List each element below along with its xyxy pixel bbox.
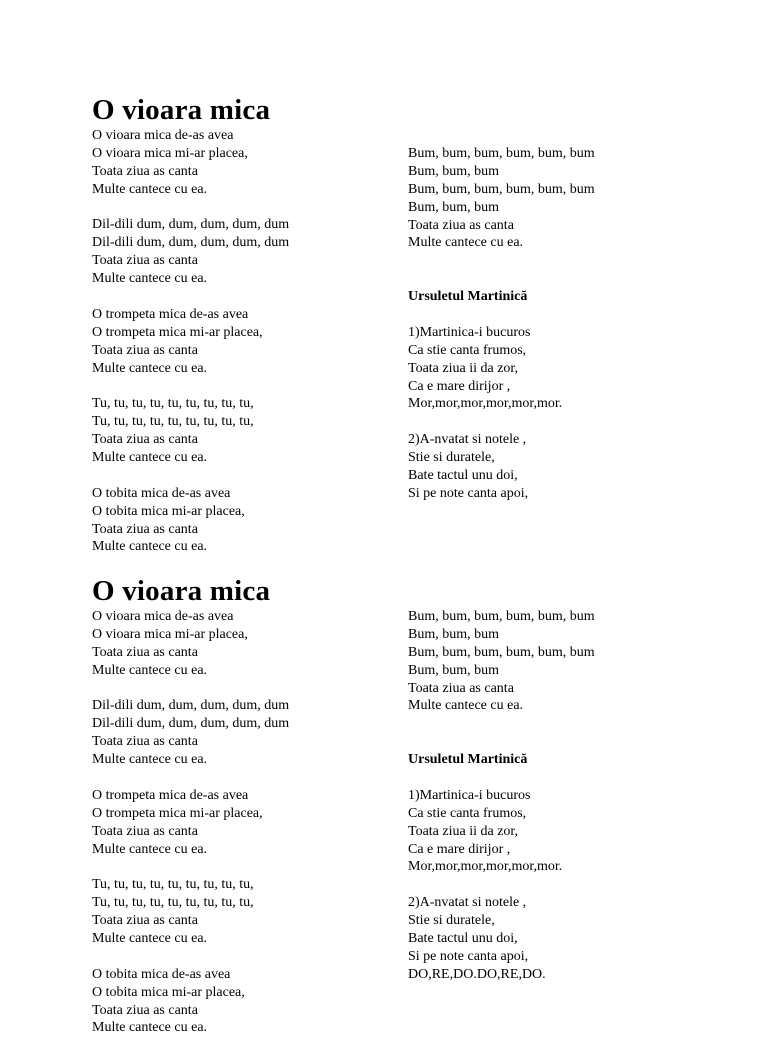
blank-line xyxy=(92,680,289,698)
lyric-line: Multe cantece cu ea. xyxy=(92,1020,208,1036)
blank-line xyxy=(92,948,289,966)
blank-line xyxy=(92,377,289,395)
lyric-line: Ca e mare dirijor , xyxy=(408,841,511,857)
lyrics-left-column xyxy=(92,608,289,1037)
lyric-line: Ca stie canta frumos, xyxy=(408,342,527,358)
lyric-line: Mor,mor,mor,mor,mor,mor. xyxy=(408,859,563,875)
lyric-line: O tobita mica mi-ar placea, xyxy=(92,503,245,519)
lyric-line: Toata ziua as canta xyxy=(92,1002,198,1018)
lyric-line: O tobita mica de-as avea xyxy=(92,966,231,982)
lyric-line: Multe cantece cu ea. xyxy=(92,931,208,947)
lyric-line: Stie si duratele, xyxy=(408,913,495,929)
lyric-line: Toata ziua as canta xyxy=(92,342,198,358)
lyric-line: O trompeta mica mi-ar placea, xyxy=(92,324,263,340)
lyric-line: Dil-dili dum, dum, dum, dum, dum xyxy=(92,698,290,714)
lyrics-left-column xyxy=(92,127,289,556)
lyric-line: Toata ziua as canta xyxy=(92,823,198,839)
lyric-line: Bum, bum, bum, bum, bum, bum xyxy=(408,609,595,624)
lyric-line: Si pe note canta apoi, xyxy=(408,485,529,501)
lyric-line: Dil-dili dum, dum, dum, dum, dum xyxy=(92,235,290,251)
lyric-line: Multe cantece cu ea. xyxy=(92,271,208,287)
lyric-line: Dil-dili dum, dum, dum, dum, dum xyxy=(92,716,290,732)
lyric-line: Multe cantece cu ea. xyxy=(92,450,208,466)
blank-line xyxy=(408,733,595,751)
lyrics-right-column xyxy=(408,145,595,503)
blank-line xyxy=(408,769,595,787)
lyric-line: Bum, bum, bum xyxy=(408,662,500,678)
song-subtitle: Ursuletul Martinică xyxy=(408,752,528,768)
lyric-line: Bum, bum, bum xyxy=(408,199,500,215)
blank-line xyxy=(408,270,595,288)
song-title: O vioara mica xyxy=(92,94,271,126)
lyric-line: Ca stie canta frumos, xyxy=(408,805,527,821)
lyric-line: Toata ziua as canta xyxy=(408,680,514,696)
lyric-line: Toata ziua as canta xyxy=(92,644,198,660)
lyric-line: Bum, bum, bum xyxy=(408,626,500,642)
blank-line xyxy=(408,306,595,324)
lyric-line: O trompeta mica de-as avea xyxy=(92,787,249,803)
lyric-line: Ca e mare dirijor , xyxy=(408,378,511,394)
lyric-line: Bate tactul unu doi, xyxy=(408,931,518,947)
lyric-line: Multe cantece cu ea. xyxy=(408,698,524,714)
lyric-line: Bum, bum, bum, bum, bum, bum xyxy=(408,181,595,197)
blank-line xyxy=(92,467,289,485)
lyric-line: Toata ziua as canta xyxy=(92,432,198,448)
lyric-line: O tobita mica mi-ar placea, xyxy=(92,984,245,1000)
lyric-line: Toata ziua as canta xyxy=(92,734,198,750)
lyric-line: Tu, tu, tu, tu, tu, tu, tu, tu, tu, xyxy=(92,877,254,893)
blank-line xyxy=(92,769,289,787)
lyric-line: Toata ziua as canta xyxy=(92,521,198,537)
lyric-line: Bate tactul unu doi, xyxy=(408,468,518,484)
song-title: O vioara mica xyxy=(92,575,271,607)
lyric-line: Si pe note canta apoi, xyxy=(408,948,529,964)
lyric-line: O vioara mica mi-ar placea, xyxy=(92,145,248,161)
blank-line xyxy=(408,876,595,894)
lyric-line: Dil-dili dum, dum, dum, dum, dum xyxy=(92,217,290,233)
lyric-line: Stie si duratele, xyxy=(408,450,495,466)
lyric-line: Multe cantece cu ea. xyxy=(92,181,208,197)
lyric-line: 1)Martinica-i bucuros xyxy=(408,324,531,340)
blank-line xyxy=(408,413,595,431)
lyric-line: O trompeta mica mi-ar placea, xyxy=(92,805,263,821)
lyric-line: DO,RE,DO.DO,RE,DO. xyxy=(408,966,546,982)
song-subtitle: Ursuletul Martinică xyxy=(408,289,528,305)
lyric-line: Multe cantece cu ea. xyxy=(92,841,208,857)
blank-line xyxy=(408,715,595,733)
blank-line xyxy=(92,858,289,876)
lyric-line: Toata ziua ii da zor, xyxy=(408,360,519,376)
lyric-line: Toata ziua ii da zor, xyxy=(408,823,519,839)
lyric-line: Multe cantece cu ea. xyxy=(92,360,208,376)
lyric-line: O vioara mica mi-ar placea, xyxy=(92,626,248,642)
lyric-line: 2)A-nvatat si notele , xyxy=(408,432,527,448)
lyrics-right-column xyxy=(408,608,595,984)
lyric-line: O vioara mica de-as avea xyxy=(92,609,234,624)
blank-line xyxy=(92,288,289,306)
lyric-line: Multe cantece cu ea. xyxy=(92,662,208,678)
lyric-line: Bum, bum, bum xyxy=(408,163,500,179)
lyric-line: Toata ziua as canta xyxy=(408,217,514,233)
blank-line xyxy=(408,252,595,270)
lyric-line: Toata ziua as canta xyxy=(92,253,198,269)
lyric-line: O tobita mica de-as avea xyxy=(92,485,231,501)
lyric-line: 1)Martinica-i bucuros xyxy=(408,787,531,803)
lyric-line: Multe cantece cu ea. xyxy=(408,235,524,251)
lyric-line: 2)A-nvatat si notele , xyxy=(408,895,527,911)
lyric-line: O trompeta mica de-as avea xyxy=(92,306,249,322)
lyric-line: Tu, tu, tu, tu, tu, tu, tu, tu, tu, xyxy=(92,396,254,412)
lyric-line: Bum, bum, bum, bum, bum, bum xyxy=(408,644,595,660)
lyric-line: O vioara mica de-as avea xyxy=(92,128,234,143)
lyric-line: Tu, tu, tu, tu, tu, tu, tu, tu, tu, xyxy=(92,895,254,911)
lyric-line: Toata ziua as canta xyxy=(92,913,198,929)
lyric-line: Toata ziua as canta xyxy=(92,163,198,179)
lyric-line: Multe cantece cu ea. xyxy=(92,539,208,555)
blank-line xyxy=(92,199,289,217)
lyric-line: Bum, bum, bum, bum, bum, bum xyxy=(408,146,595,161)
lyric-line: Mor,mor,mor,mor,mor,mor. xyxy=(408,396,563,412)
lyric-line: Multe cantece cu ea. xyxy=(92,752,208,768)
lyric-line: Tu, tu, tu, tu, tu, tu, tu, tu, tu, xyxy=(92,414,254,430)
